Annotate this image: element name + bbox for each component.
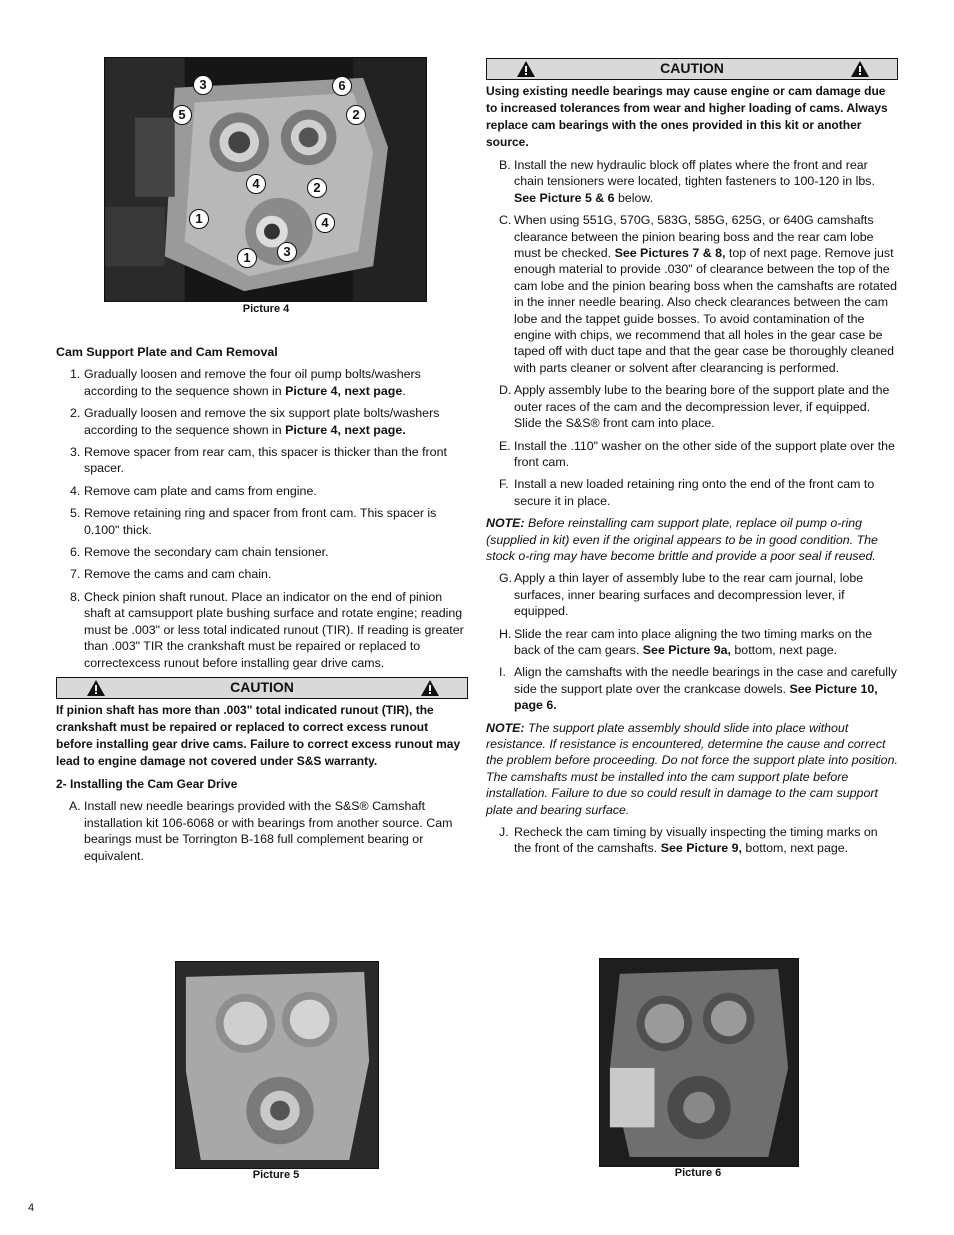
callout-4-right: 4 xyxy=(315,213,335,233)
blank-cam-plate-image xyxy=(176,962,378,1168)
section-heading-cam-removal: Cam Support Plate and Cam Removal xyxy=(56,345,278,359)
caution-text-right: Using existing needle bearings may cause engine or cam damage due to increased tolerances from wear and higher loading of cams. Always replace cam bearings with the ones provided in this kit or another source. xyxy=(486,84,888,149)
warning-triangle-icon xyxy=(517,61,535,77)
warning-triangle-icon xyxy=(87,680,105,696)
list-item: G. Apply a thin layer of assembly lube to the rear cam journal, lobe surfaces, inner bearing surfaces and decompression lever, if equipped. xyxy=(499,571,864,619)
note-support-plate: NOTE: The support plate assembly should slide into place without resistance. If resistance is encountered, determine the cause and correct the problem before proceeding. Do not force the support plate into position. The camshafts must be installed into the cam support plate before installation. Failure to due so could result in damage to the cam support plate and bearing surface. xyxy=(486,720,898,817)
caution-text-left: If pinion shaft has more than .003" total indicated runout (TIR), the crankshaft must be repaired or replaced to correct excess runout before installing gear drive cams. Failure to correct excess runout may lead to engine damage not covered under S&S warranty. xyxy=(56,702,461,768)
callout-1-bottom: 1 xyxy=(237,248,257,268)
callout-5: 5 xyxy=(172,105,192,125)
callout-2-top: 2 xyxy=(346,105,366,125)
install-step-a-list xyxy=(56,798,468,864)
install-step-j xyxy=(486,824,898,857)
callout-2-mid: 2 xyxy=(307,178,327,198)
callout-6: 6 xyxy=(332,76,352,96)
list-item: 3. Remove spacer from rear cam, this spacer is thicker than the front spacer. xyxy=(70,445,447,476)
list-item: I. Align the camshafts with the needle bearings in the case and carefully side the support plate over the crankcase dowels. See Picture 10, page 6. xyxy=(499,665,897,713)
list-item: 8. Check pinion shaft runout. Place an indicator on the end of pinion shaft at camsupport plate bushing surface and rotate engine; reading must be .003" or less total indicated runout (TIR). If reading is greater than .003" TIR the crankshaft must be repaired or replaced to correctexcess runout before installing gear drive cams. xyxy=(70,589,464,670)
warning-triangle-icon xyxy=(421,680,439,696)
list-item: D. Apply assembly lube to the bearing bore of the support plate and the outer races of the cam and the decompression lever, if equipped. Slide the S&S® front cam into place. xyxy=(499,383,890,431)
callout-1-left: 1 xyxy=(189,209,209,229)
caution-bar-left xyxy=(56,677,468,699)
callout-4-left: 4 xyxy=(246,174,266,194)
list-item: B. Install the new hydraulic block off plates where the front and rear chain tensioners were located, tighten fasteners to 100-120 in lbs. See Picture 5 & 6 below. xyxy=(499,158,875,205)
caution-label-right: CAUTION xyxy=(660,60,724,76)
list-item: F. Install a new loaded retaining ring onto the end of the front cam to secure it in place. xyxy=(499,477,875,508)
callout-3-bottom: 3 xyxy=(277,242,297,262)
list-item: C. When using 551G, 570G, 583G, 585G, 625G, or 640G camshafts clearance between the pinion bearing boss and the rear cam lobe must be checked. See Pictures 7 & 8, top of next page. Remove just enough material to provide .030" of clearance between the top of the cam lobe and the pinion bearing boss when the camshafts are rotated in the inner needle bearing. Also check clearances between the cam lobe and the tappet guide bosses. To avoid contamination of the engine with chips, we recommend that all holes in the gear case be taped off with duct tape and that the gear case be thoroughly cleaned with parts cleaner or solvent after clearancing is performed. xyxy=(499,213,897,375)
install-steps-g-i xyxy=(486,570,898,713)
note-oring: NOTE: Before reinstalling cam support plate, replace oil pump o-ring (supplied in kit) even if the original appears to be in good condition. The stock o-ring may have become brittle and provide a poor seal if reused. xyxy=(486,516,878,563)
list-item: H. Slide the rear cam into place aligning the two timing marks on the back of the cam gears. See Picture 9a, bottom, next page. xyxy=(499,626,873,657)
callout-3-top: 3 xyxy=(193,75,213,95)
left-column xyxy=(56,344,468,864)
picture-4-caption: Picture 4 xyxy=(242,303,290,315)
list-item: 7. Remove the cams and cam chain. xyxy=(70,567,272,582)
list-item: 4. Remove cam plate and cams from engine. xyxy=(70,483,317,498)
install-step-a: A. Install new needle bearings provided with the S&S® Camshaft installation kit 106-6068 or with bearings from another source. Cam bearings must be Torrington B-168 full complement bearing or equivalent. xyxy=(69,799,453,863)
list-item: E. Install the .110" washer on the other side of the support plate over the front cam. xyxy=(499,438,895,469)
picture-5-photo xyxy=(175,961,379,1169)
install-steps-b-f xyxy=(486,157,898,509)
engine-cam-plate-image xyxy=(105,58,426,301)
caution-label-left: CAUTION xyxy=(230,678,294,695)
caution-bar-right xyxy=(486,58,898,80)
picture-5-caption: Picture 5 xyxy=(252,1169,300,1181)
warning-triangle-icon xyxy=(851,61,869,77)
removal-steps-list xyxy=(56,366,468,671)
page-number: 4 xyxy=(28,1202,35,1214)
picture-6-caption: Picture 6 xyxy=(674,1167,722,1179)
right-column xyxy=(486,58,898,857)
list-item: 5. Remove retaining ring and spacer from front cam. This spacer is 0.100" thick. xyxy=(70,506,437,537)
hydraulic-block-off-plate-image xyxy=(600,959,798,1166)
picture-4-photo xyxy=(104,57,427,302)
list-item: 6. Remove the secondary cam chain tensioner. xyxy=(70,545,329,560)
picture-6-photo xyxy=(599,958,799,1167)
section-heading-install: 2- Installing the Cam Gear Drive xyxy=(56,776,238,791)
list-item: 1. Gradually loosen and remove the four oil pump bolts/washers according to the sequence shown in Picture 4, next page. xyxy=(70,367,421,398)
list-item: J. Recheck the cam timing by visually inspecting the timing marks on the front of the camshafts. See Picture 9, bottom, next page. xyxy=(499,825,878,856)
list-item: 2. Gradually loosen and remove the six support plate bolts/washers according to the sequence shown in Picture 4, next page. xyxy=(70,406,440,437)
